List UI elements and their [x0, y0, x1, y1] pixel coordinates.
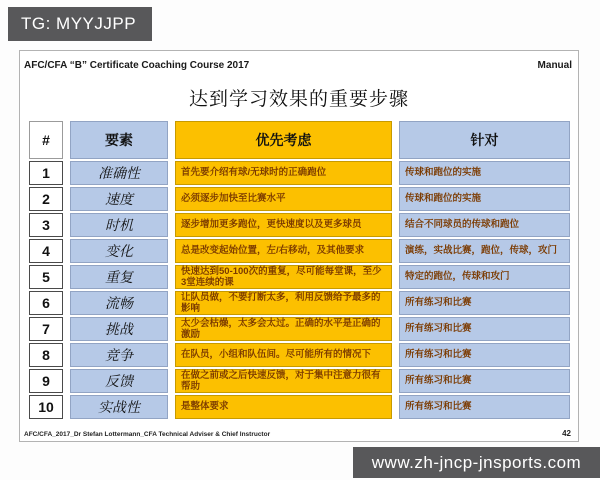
row-number-cell: 6 [29, 291, 63, 315]
row-number-cell: 2 [29, 187, 63, 211]
row-priority-cell: 逐步增加更多跑位，更快速度以及更多球员 [175, 213, 392, 237]
slide-title: 达到学习效果的重要步骤 [188, 88, 409, 110]
row-target-cell: 所有练习和比赛 [399, 369, 570, 393]
row-element-cell: 重复 [70, 265, 168, 289]
row-priority-cell: 是整体要求 [175, 395, 392, 419]
row-target-cell: 所有练习和比赛 [399, 317, 570, 341]
row-priority-cell: 在队员，小组和队伍间。尽可能所有的情况下 [175, 343, 392, 367]
column-header-element: 要素 [70, 121, 168, 159]
site-tag-text: TG: MYYJJPP [21, 14, 137, 33]
row-number-cell: 8 [29, 343, 63, 367]
row-target-cell: 所有练习和比赛 [399, 291, 570, 315]
row-priority-cell: 让队员做，不要打断太多，利用反馈给予最多的影响 [175, 291, 392, 315]
course-name: AFC/CFA “B” Certificate Coaching Course 2017 [24, 60, 250, 71]
column-header-number: # [29, 121, 63, 159]
row-number-cell: 10 [29, 395, 63, 419]
row-number-cell: 9 [29, 369, 63, 393]
row-target-cell: 传球和跑位的实施 [399, 187, 570, 211]
row-element-cell: 竞争 [70, 343, 168, 367]
row-priority-cell: 在做之前或之后快速反馈，对于集中注意力很有帮助 [175, 369, 392, 393]
row-element-cell: 反馈 [70, 369, 168, 393]
row-priority-cell: 首先要介绍有球/无球时的正确跑位 [175, 161, 392, 185]
slide-header [24, 60, 572, 71]
row-element-cell: 流畅 [70, 291, 168, 315]
presentation-slide [19, 50, 579, 442]
site-tag-badge [8, 7, 152, 41]
column-header-target: 针对 [399, 121, 570, 159]
watermark-bar [353, 447, 600, 478]
row-number-cell: 1 [29, 161, 63, 185]
row-number-cell: 4 [29, 239, 63, 263]
row-priority-cell: 必须逐步加快至比赛水平 [175, 187, 392, 211]
row-target-cell: 所有练习和比赛 [399, 343, 570, 367]
footer-page-number: 42 [562, 429, 571, 438]
row-element-cell: 时机 [70, 213, 168, 237]
row-element-cell: 变化 [70, 239, 168, 263]
row-target-cell: 特定的跑位，传球和攻门 [399, 265, 570, 289]
row-priority-cell: 快速达到50-100次的重复，尽可能每堂课，至少3堂连续的课 [175, 265, 392, 289]
row-element-cell: 准确性 [70, 161, 168, 185]
slide-footer [24, 429, 571, 438]
footer-credit: AFC/CFA_2017_Dr Stefan Lottermann_CFA Technical Adviser & Chief Instructor [24, 431, 271, 438]
manual-label: Manual [537, 60, 572, 71]
row-target-cell: 演练，实战比赛，跑位，传球，攻门 [399, 239, 570, 263]
watermark-url: www.zh-jncp-jnsports.com [371, 452, 582, 472]
row-priority-cell: 太少会枯燥，太多会太过。正确的水平是正确的激励 [175, 317, 392, 341]
row-element-cell: 实战性 [70, 395, 168, 419]
row-element-cell: 挑战 [70, 317, 168, 341]
row-element-cell: 速度 [70, 187, 168, 211]
row-number-cell: 5 [29, 265, 63, 289]
column-header-priority: 优先考虑 [175, 121, 392, 159]
row-number-cell: 3 [29, 213, 63, 237]
row-target-cell: 传球和跑位的实施 [399, 161, 570, 185]
row-target-cell: 所有练习和比赛 [399, 395, 570, 419]
steps-table [29, 121, 570, 419]
row-number-cell: 7 [29, 317, 63, 341]
row-target-cell: 结合不同球员的传球和跑位 [399, 213, 570, 237]
row-priority-cell: 总是改变起始位置，左/右移动，及其他要求 [175, 239, 392, 263]
